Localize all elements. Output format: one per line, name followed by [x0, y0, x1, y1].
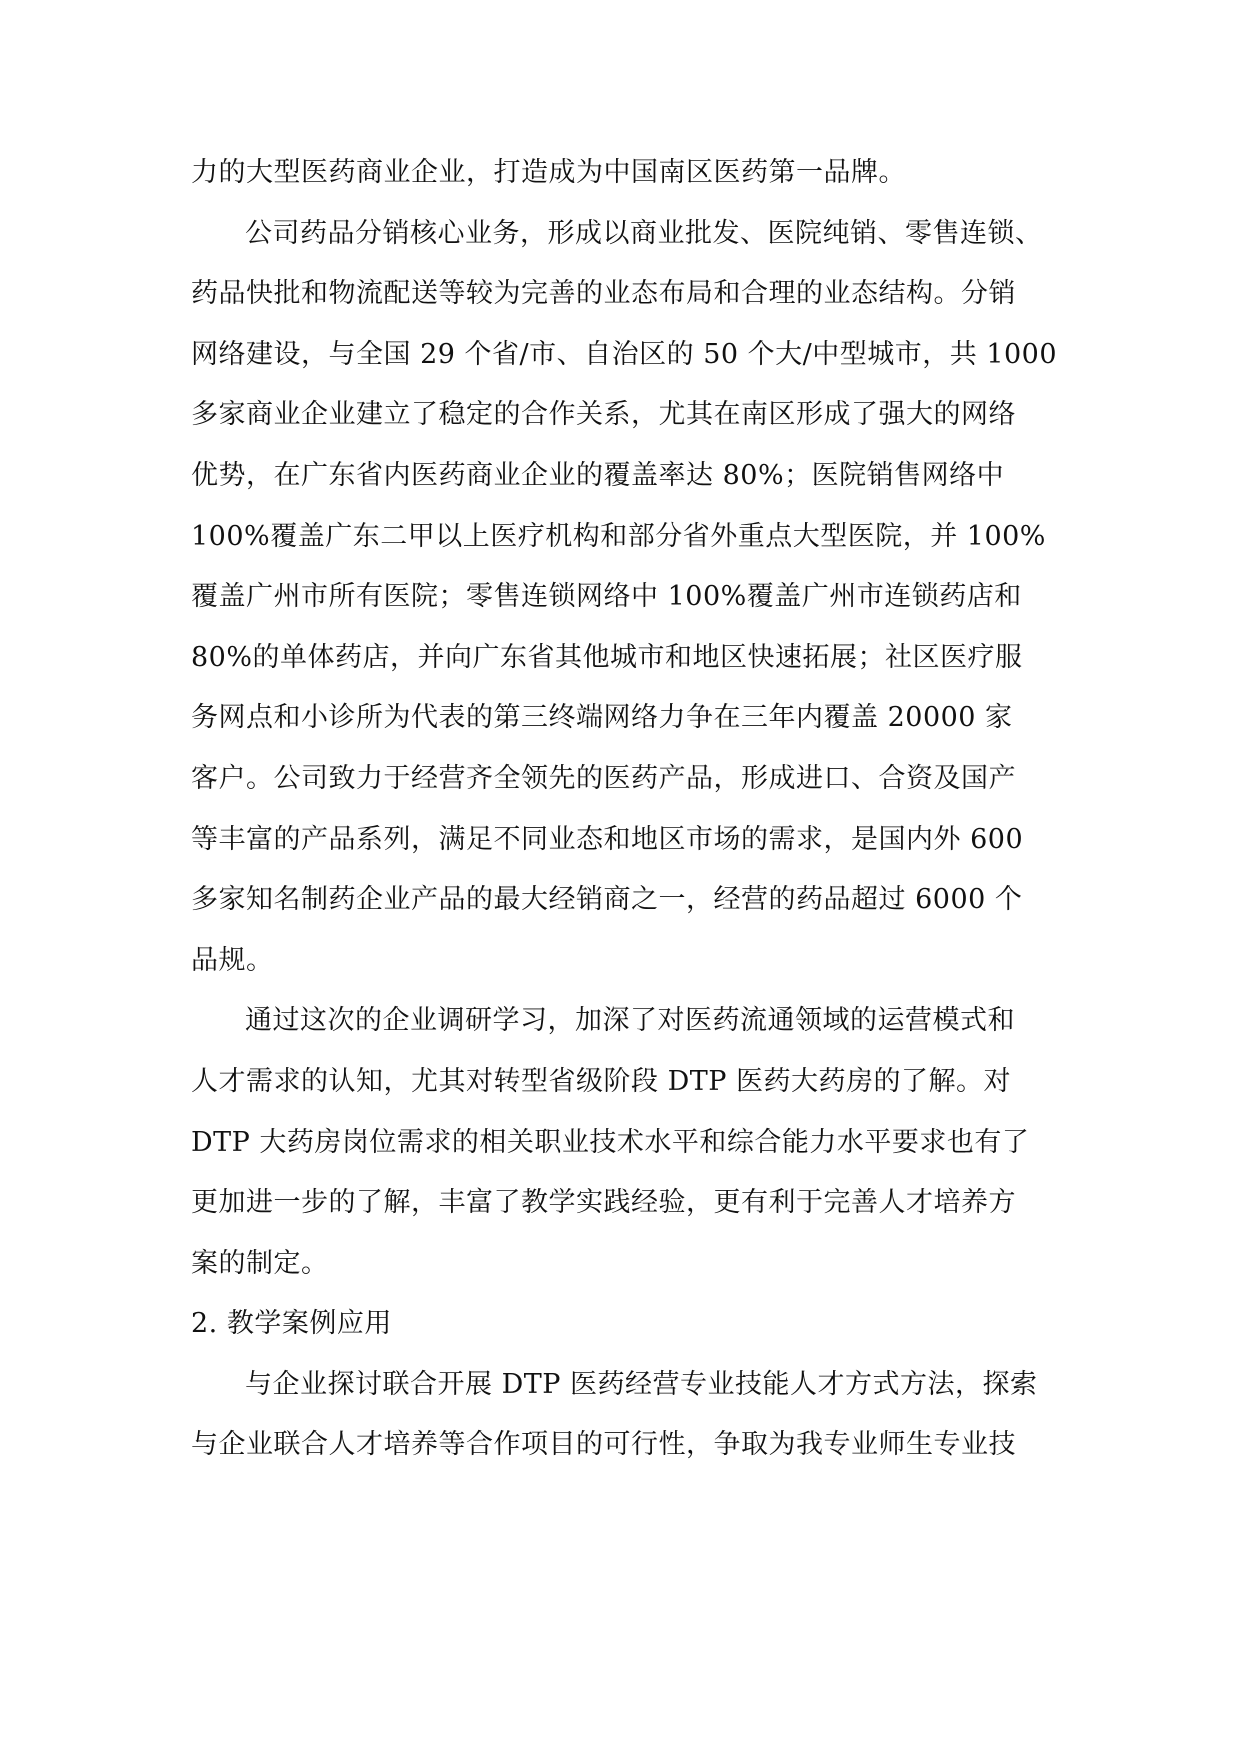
- text-line: 优势，在广东省内医药商业企业的覆盖率达 80%；医院销售网络中: [191, 459, 1005, 491]
- text-line: 人才需求的认知，尤其对转型省级阶段 DTP 医药大药房的了解。对: [191, 1065, 1011, 1097]
- text-line: 多家商业企业建立了稳定的合作关系，尤其在南区形成了强大的网络: [191, 399, 1016, 431]
- section-heading: 2. 教学案例应用: [191, 1308, 392, 1340]
- text-line: 案的制定。: [191, 1247, 329, 1279]
- text-line: 药品快批和物流配送等较为完善的业态布局和合理的业态结构。分销: [191, 278, 1016, 310]
- paragraph-first-line: 与企业探讨联合开展 DTP 医药经营专业技能人才方式方法，探索: [245, 1368, 1038, 1400]
- text-line: 更加进一步的了解，丰富了教学实践经验，更有利于完善人才培养方: [191, 1187, 1016, 1219]
- text-line: 100%覆盖广东二甲以上医疗机构和部分省外重点大型医院，并 100%: [191, 520, 1046, 552]
- paragraph-first-line: 公司药品分销核心业务，形成以商业批发、医院纯销、零售连锁、: [245, 217, 1043, 249]
- text-line: 品规。: [191, 944, 274, 976]
- text-line: 客户。公司致力于经营齐全领先的医药产品，形成进口、合资及国产: [191, 762, 1016, 794]
- text-line: DTP 大药房岗位需求的相关职业技术水平和综合能力水平要求也有了: [191, 1126, 1030, 1158]
- text-line: 网络建设，与全国 29 个省/市、自治区的 50 个大/中型城市，共 1000: [191, 338, 1058, 370]
- text-line: 80%的单体药店，并向广东省其他城市和地区快速拓展；社区医疗服: [191, 641, 1023, 673]
- text-line: 与企业联合人才培养等合作项目的可行性，争取为我专业师生专业技: [191, 1429, 1016, 1461]
- document-body: [191, 153, 1058, 1486]
- text-line: 务网点和小诊所为代表的第三终端网络力争在三年内覆盖 20000 家: [191, 702, 1013, 734]
- text-line: 覆盖广州市所有医院；零售连锁网络中 100%覆盖广州市连锁药店和: [191, 581, 1022, 613]
- text-line: 多家知名制药企业产品的最大经销商之一，经营的药品超过 6000 个: [191, 884, 1023, 916]
- paragraph-first-line: 通过这次的企业调研学习，加深了对医药流通领域的运营模式和: [245, 1005, 1015, 1037]
- text-line: 等丰富的产品系列，满足不同业态和地区市场的需求，是国内外 600: [191, 823, 1024, 855]
- text-line: 力的大型医药商业企业，打造成为中国南区医药第一品牌。: [191, 157, 906, 188]
